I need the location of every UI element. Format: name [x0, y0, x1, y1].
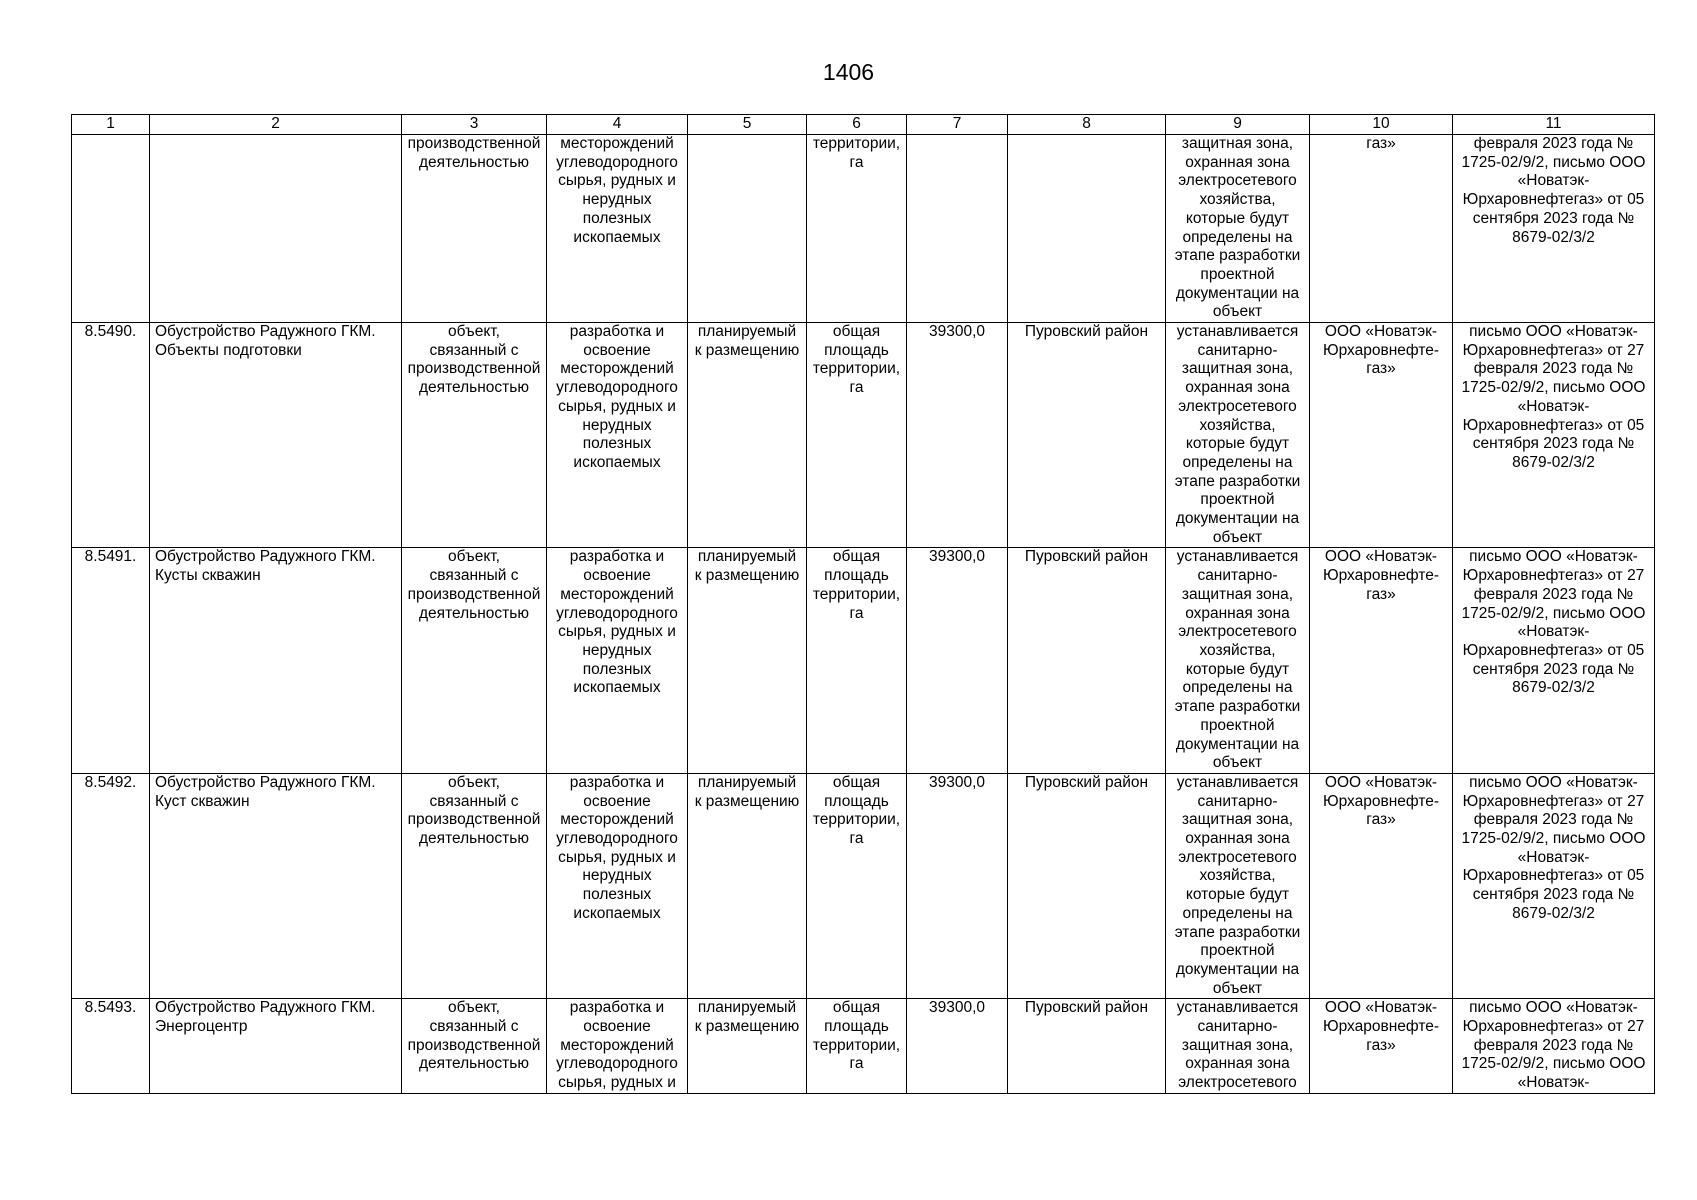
- cell-purpose: месторождений углеводородного сырья, рудных и нерудных полезных ископаемых: [547, 135, 688, 323]
- cell-basis: письмо ООО «Новатэк- Юрхаровнефтегаз» от 27 февраля 2023 года № 1725-02/9/2, письмо ООО «Новатэк-: [1453, 999, 1655, 1094]
- cell-characteristic: общая площадь территории, га: [807, 323, 907, 548]
- cell-value: 39300,0: [907, 323, 1008, 548]
- cell-purpose: разработка и освоение месторождений углеводородного сырья, рудных и: [547, 999, 688, 1094]
- cell-zone: устанавливается санитарно- защитная зона, охранная зона электросетевого хозяйства, которые будут определены на этапе разработки проектной документации на объект: [1166, 548, 1310, 773]
- cell-object-name: Обустройство Радужного ГКМ. Кусты скважин: [150, 548, 402, 773]
- cell-object-type: производственной деятельностью: [402, 135, 547, 323]
- cell-object-name: Обустройство Радужного ГКМ. Куст скважин: [150, 773, 402, 998]
- cell-status: планируемый к размещению: [688, 999, 807, 1094]
- cell-characteristic: общая площадь территории, га: [807, 548, 907, 773]
- cell-purpose: разработка и освоение месторождений углеводородного сырья, рудных и нерудных полезных ископаемых: [547, 773, 688, 998]
- cell-purpose: разработка и освоение месторождений углеводородного сырья, рудных и нерудных полезных ископаемых: [547, 323, 688, 548]
- column-header-9: 9: [1166, 115, 1310, 135]
- table-row-continuation: [72, 135, 1655, 323]
- cell-location: Пуровский район: [1008, 323, 1166, 548]
- cell-characteristic: территории, га: [807, 135, 907, 323]
- cell-organization: ООО «Новатэк- Юрхаровнефте- газ»: [1310, 773, 1453, 998]
- column-header-2: 2: [150, 115, 402, 135]
- cell-number: 8.5493.: [72, 999, 150, 1094]
- table-header: [72, 115, 1655, 135]
- cell-location: Пуровский район: [1008, 999, 1166, 1094]
- column-header-7: 7: [907, 115, 1008, 135]
- cell-organization: ООО «Новатэк- Юрхаровнефте- газ»: [1310, 548, 1453, 773]
- cell-object-type: объект, связанный с производственной деятельностью: [402, 773, 547, 998]
- cell-value: 39300,0: [907, 999, 1008, 1094]
- cell-characteristic: общая площадь территории, га: [807, 999, 907, 1094]
- cell-status: планируемый к размещению: [688, 323, 807, 548]
- cell-organization: газ»: [1310, 135, 1453, 323]
- cell-basis: письмо ООО «Новатэк- Юрхаровнефтегаз» от 27 февраля 2023 года № 1725-02/9/2, письмо ООО «Новатэк- Юрхаровнефтегаз» от 05 сентября 2023 года № 8679-02/3/2: [1453, 548, 1655, 773]
- table-body: [72, 135, 1655, 1094]
- cell-object-name: [150, 135, 402, 323]
- cell-number: 8.5492.: [72, 773, 150, 998]
- column-header-3: 3: [402, 115, 547, 135]
- cell-basis: письмо ООО «Новатэк- Юрхаровнефтегаз» от 27 февраля 2023 года № 1725-02/9/2, письмо ООО «Новатэк- Юрхаровнефтегаз» от 05 сентября 2023 года № 8679-02/3/2: [1453, 323, 1655, 548]
- cell-value: [907, 135, 1008, 323]
- registry-table: [71, 114, 1655, 1094]
- cell-purpose: разработка и освоение месторождений углеводородного сырья, рудных и нерудных полезных ископаемых: [547, 548, 688, 773]
- cell-location: Пуровский район: [1008, 548, 1166, 773]
- column-header-10: 10: [1310, 115, 1453, 135]
- header-row: [72, 115, 1655, 135]
- column-header-8: 8: [1008, 115, 1166, 135]
- cell-object-name: Обустройство Радужного ГКМ. Энергоцентр: [150, 999, 402, 1094]
- cell-characteristic: общая площадь территории, га: [807, 773, 907, 998]
- table-row: [72, 548, 1655, 773]
- table-row: [72, 773, 1655, 998]
- table-row: [72, 999, 1655, 1094]
- column-header-4: 4: [547, 115, 688, 135]
- cell-basis: письмо ООО «Новатэк- Юрхаровнефтегаз» от 27 февраля 2023 года № 1725-02/9/2, письмо ООО «Новатэк- Юрхаровнефтегаз» от 05 сентября 2023 года № 8679-02/3/2: [1453, 773, 1655, 998]
- cell-location: [1008, 135, 1166, 323]
- column-header-5: 5: [688, 115, 807, 135]
- cell-organization: ООО «Новатэк- Юрхаровнефте- газ»: [1310, 999, 1453, 1094]
- page-number: 1406: [822, 59, 875, 85]
- cell-status: планируемый к размещению: [688, 773, 807, 998]
- cell-zone: устанавливается санитарно- защитная зона, охранная зона электросетевого хозяйства, которые будут определены на этапе разработки проектной документации на объект: [1166, 773, 1310, 998]
- cell-object-name: Обустройство Радужного ГКМ. Объекты подготовки: [150, 323, 402, 548]
- cell-zone: защитная зона, охранная зона электросетевого хозяйства, которые будут определены на этапе разработки проектной документации на объект: [1166, 135, 1310, 323]
- cell-object-type: объект, связанный с производственной деятельностью: [402, 548, 547, 773]
- cell-zone: устанавливается санитарно- защитная зона, охранная зона электросетевого хозяйства, которые будут определены на этапе разработки проектной документации на объект: [1166, 323, 1310, 548]
- cell-zone: устанавливается санитарно- защитная зона, охранная зона электросетевого: [1166, 999, 1310, 1094]
- cell-value: 39300,0: [907, 548, 1008, 773]
- column-header-11: 11: [1453, 115, 1655, 135]
- cell-object-type: объект, связанный с производственной деятельностью: [402, 323, 547, 548]
- cell-organization: ООО «Новатэк- Юрхаровнефте- газ»: [1310, 323, 1453, 548]
- cell-object-type: объект, связанный с производственной деятельностью: [402, 999, 547, 1094]
- cell-value: 39300,0: [907, 773, 1008, 998]
- cell-status: [688, 135, 807, 323]
- cell-basis: февраля 2023 года № 1725-02/9/2, письмо ООО «Новатэк- Юрхаровнефтегаз» от 05 сентября 2023 года № 8679-02/3/2: [1453, 135, 1655, 323]
- table-row: [72, 323, 1655, 548]
- column-header-1: 1: [72, 115, 150, 135]
- cell-location: Пуровский район: [1008, 773, 1166, 998]
- cell-number: 8.5491.: [72, 548, 150, 773]
- column-header-6: 6: [807, 115, 907, 135]
- cell-number: 8.5490.: [72, 323, 150, 548]
- cell-number: [72, 135, 150, 323]
- cell-status: планируемый к размещению: [688, 548, 807, 773]
